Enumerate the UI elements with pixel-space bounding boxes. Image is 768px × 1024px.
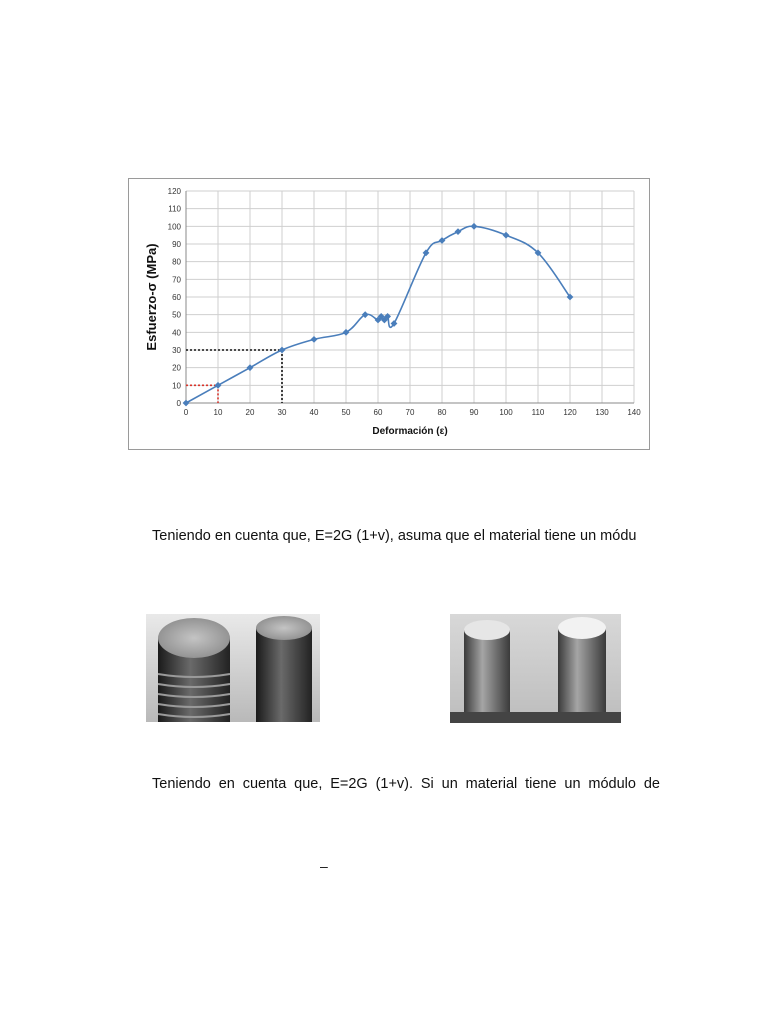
y-tick-label: 20 [172, 363, 181, 373]
y-tick-label: 50 [172, 310, 181, 320]
word: un [564, 776, 581, 792]
y-tick-label: 120 [167, 187, 181, 196]
data-point-marker [279, 347, 286, 354]
word: que, [294, 776, 323, 792]
word: Teniendo [152, 776, 211, 792]
x-tick-label: 10 [213, 408, 223, 417]
x-tick-label: 120 [563, 408, 577, 417]
paragraph-2 [152, 776, 660, 792]
word: un [441, 776, 458, 792]
word: en [218, 776, 235, 792]
y-tick-label: 80 [172, 257, 181, 267]
y-axis-title: Esfuerzo-σ (MPa) [144, 243, 159, 351]
x-tick-label: 80 [437, 408, 447, 417]
y-tick-label: 10 [172, 381, 181, 391]
x-tick-label: 140 [627, 408, 641, 417]
y-tick-label: 100 [167, 222, 181, 232]
y-tick-label: 30 [172, 346, 181, 355]
y-tick-label: 110 [168, 204, 181, 214]
word: (1+v). [375, 776, 414, 792]
chart-svg [129, 179, 649, 449]
data-point-marker [423, 249, 430, 256]
brittle-fracture-photo [146, 614, 320, 722]
data-point-marker [471, 223, 478, 230]
x-tick-label: 30 [277, 408, 287, 417]
paragraph-1: Teniendo en cuenta que, E=2G (1+v), asuma que el material tiene un módu [152, 528, 637, 544]
x-tick-label: 60 [373, 408, 383, 417]
x-tick-label: 90 [469, 408, 479, 417]
x-tick-label: 40 [309, 408, 319, 417]
word: material [465, 776, 518, 792]
x-tick-label: 0 [183, 408, 189, 417]
data-point-marker [215, 382, 222, 389]
x-tick-label: 100 [499, 408, 513, 417]
word: cuenta [242, 776, 287, 792]
y-tick-label: 90 [172, 240, 181, 249]
dash-mark: – [320, 858, 328, 874]
x-tick-label: 130 [595, 408, 609, 417]
word: de [643, 776, 660, 792]
data-point-marker [311, 336, 318, 343]
data-point-marker [183, 400, 190, 407]
y-tick-label: 0 [176, 399, 181, 408]
x-tick-label: 50 [341, 408, 351, 417]
x-axis-title: Deformación (ε) [372, 426, 448, 437]
y-tick-label: 60 [172, 293, 181, 302]
data-point-marker [455, 228, 462, 235]
data-point-marker [503, 232, 510, 239]
word: Si [420, 776, 434, 792]
ductile-fracture-photo [450, 614, 621, 723]
word: tiene [525, 776, 557, 792]
x-tick-label: 110 [531, 408, 545, 417]
word: E=2G [330, 776, 368, 792]
stress-strain-chart [128, 178, 650, 450]
data-point-marker [247, 364, 254, 371]
x-tick-label: 70 [405, 408, 415, 417]
word: módulo [588, 776, 636, 792]
y-tick-label: 40 [172, 328, 181, 338]
y-tick-label: 70 [172, 275, 181, 285]
x-tick-label: 20 [245, 408, 255, 417]
